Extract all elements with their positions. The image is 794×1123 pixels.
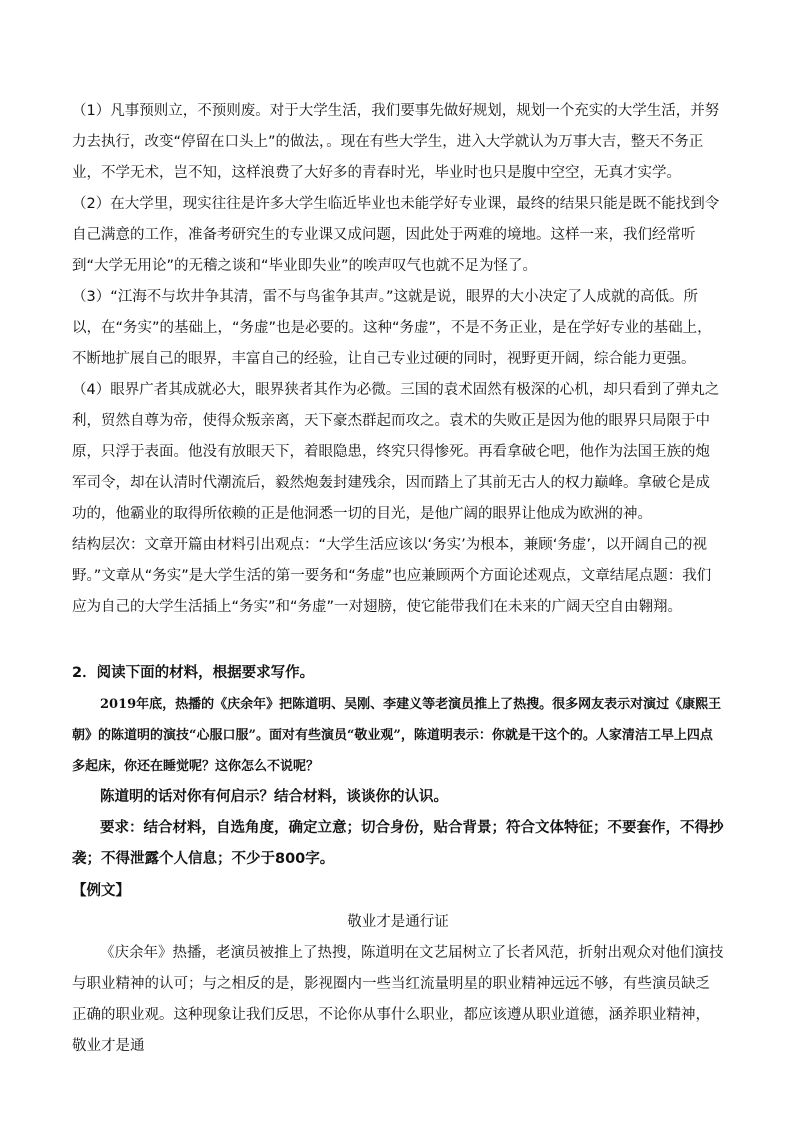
question-requirements: 要求：结合材料，自选角度，确定立意；切合身份，贴合背景；符合文体特征；不要套作，不得抄袭；不得泄露个人信息；不少于800字。 — [72, 820, 724, 867]
question-material: 2019年底，热播的《庆余年》把陈道明、吴刚、李建义等老演员推上了热搜。很多网友表示对演过《康熙王朝》的陈道明的演技“心服口服”。面对有些演员“敬业观”，陈道明表示：你就是干这个的。人家清洁工早上四点多起床，你还在睡觉呢？这你怎么不说呢？ — [72, 697, 722, 774]
analysis-point-4: （4）眼界广者其成就必大，眼界狭者其作为必微。三国的袁术固然有极深的心机，却只看到了弹丸之利，贸然自尊为帝，使得众叛亲离，天下豪杰群起而攻之。袁术的失败正是因为他的眼界只局限于中原，只浮于表面。他没有放眼天下，着眼隐患，终究只得惨死。再看拿破仑吧，他作为法国王族的炮军司令，却在认清时代潮流后，毅然炮轰封建残余，因而踏上了其前无古人的权力巅峰。拿破仑是成功的，他霸业的取得所依赖的正是他洞悉一切的目光，是他广阔的眼界让他成为欧洲的神。 — [72, 382, 720, 522]
question-heading: 2．阅读下面的材料，根据要求写作。 — [72, 665, 315, 681]
analysis-point-3: （3）“江海不与坎井争其清，雷不与鸟雀争其声。”这就是说，眼界的大小决定了人成就的高低。所以，在“务实”的基础上，“务虚”也是必要的。这种“务虚”，不是不务正业，是在学好专业的基础上，不断地扩展自己的眼界，丰富自己的经验，让自己专业过硬的同时，视野更开阔，综合能力更强。 — [72, 289, 712, 367]
example-body: 《庆余年》热播，老演员被推上了热搜，陈道明在文艺届树立了长者风范，折射出观众对他们演技与职业精神的认可；与之相反的是，影视圈内一些当红流量明星的职业精神远远不够，有些演员缺乏正确的职业观。这种现象让我们反思，不论你从事什么职业，都应该遵从职业道德，涵养职业精神，敬业才是通 — [72, 945, 724, 1054]
analysis-point-2: （2）在大学里，现实往往是许多大学生临近毕业也未能学好专业课，最终的结果只能是既不能找到令自己满意的工作，准备考研究生的专业课又成问题，因此处于两难的境地。这样一来，我们经常听到“大学无用论”的无稽之谈和“毕业即失业”的唉声叹气也就不足为怪了。 — [72, 196, 720, 274]
question-prompt: 陈道明的话对你有何启示？结合材料，谈谈你的认识。 — [100, 789, 448, 805]
example-label: 【例文】 — [72, 883, 130, 899]
analysis-point-1: （1）凡事预则立，不预则废。对于大学生活，我们要事先做好规划，规划一个充实的大学生活，并努力去执行，改变“停留在口头上”的做法，。现在有些大学生，进入大学就认为万事大吉，整天不务正业，不学无术，岂不知，这样浪费了大好多的青春时光，毕业时也只是腹中空空，无真才实学。 — [72, 103, 720, 181]
example-title: 敬业才是通行证 — [347, 914, 449, 930]
analysis-section — [72, 96, 724, 623]
structure-summary: 结构层次：文章开篇由材料引出观点：“大学生活应该以‘务实’为根本，兼顾‘务虚’，以开阔自己的视野。”文章从“务实”是大学生活的第一要务和“务虚”也应兼顾两个方面论述观点，文章结尾点题：我们应为自己的大学生活插上“务实”和“务虚”一对翅膀，使它能带我们在未来的广阔天空自由翱翔。 — [72, 537, 712, 615]
writing-question — [72, 658, 724, 875]
example-essay — [72, 876, 724, 1062]
